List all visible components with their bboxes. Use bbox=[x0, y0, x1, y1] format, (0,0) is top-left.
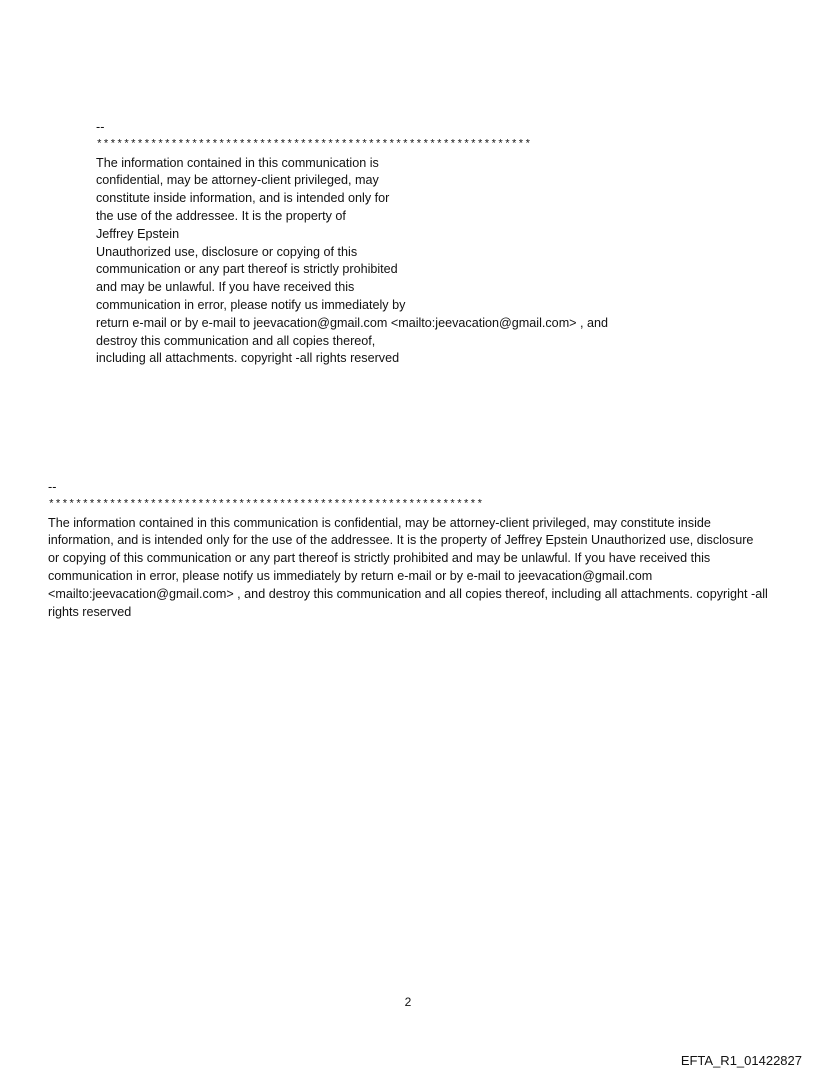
disclaimer-line: the use of the addressee. It is the property of bbox=[96, 208, 346, 223]
disclaimer-line: and may be unlawful. If you have received this bbox=[96, 280, 355, 295]
disclaimer-line: including all attachments. copyright -all rights reserved bbox=[96, 351, 400, 366]
main-disclaimer-block bbox=[48, 479, 768, 621]
signature-dashes: -- bbox=[96, 120, 105, 134]
disclaimer-line: communication in error, please notify us immediately by bbox=[96, 297, 406, 312]
signature-dashes: -- bbox=[48, 480, 57, 494]
quoted-disclaimer-block bbox=[96, 119, 608, 368]
disclaimer-paragraph: The information contained in this communication is confidential, may be attorney-client privileged, may constitute inside information, and is intended only for the use of the addressee. It is the property of Jeffrey Epstein Unauthorized use, disclosure or copying of this communication or any part thereof is strictly prohibited and may be unlawful. If you have received this communication in error, please notify us immediately by return e-mail or by e-mail to jeevacation@gmail.com <mailto:jeevacation@gmail.com> , and destroy this communication and all copies thereof, including all attachments. copyright -all rights reserved bbox=[48, 515, 768, 619]
document-id-stamp: EFTA_R1_01422827 bbox=[680, 1053, 802, 1068]
disclaimer-line: The information contained in this communication is bbox=[96, 155, 379, 170]
disclaimer-line: communication or any part thereof is strictly prohibited bbox=[96, 262, 398, 277]
disclaimer-line: destroy this communication and all copies thereof, bbox=[96, 333, 376, 348]
disclaimer-line: confidential, may be attorney-client privileged, may bbox=[96, 173, 379, 188]
asterisk-divider: **************************************************************** bbox=[96, 138, 532, 151]
disclaimer-line: Jeffrey Epstein bbox=[96, 226, 180, 241]
asterisk-divider: **************************************************************** bbox=[48, 498, 484, 511]
disclaimer-line: Unauthorized use, disclosure or copying of this bbox=[96, 244, 358, 259]
page-number: 2 bbox=[404, 995, 412, 1009]
disclaimer-line: constitute inside information, and is intended only for bbox=[96, 191, 390, 206]
disclaimer-line-email: return e-mail or by e-mail to jeevacation@gmail.com <mailto:jeevacation@gmail.com> , and bbox=[96, 315, 609, 330]
